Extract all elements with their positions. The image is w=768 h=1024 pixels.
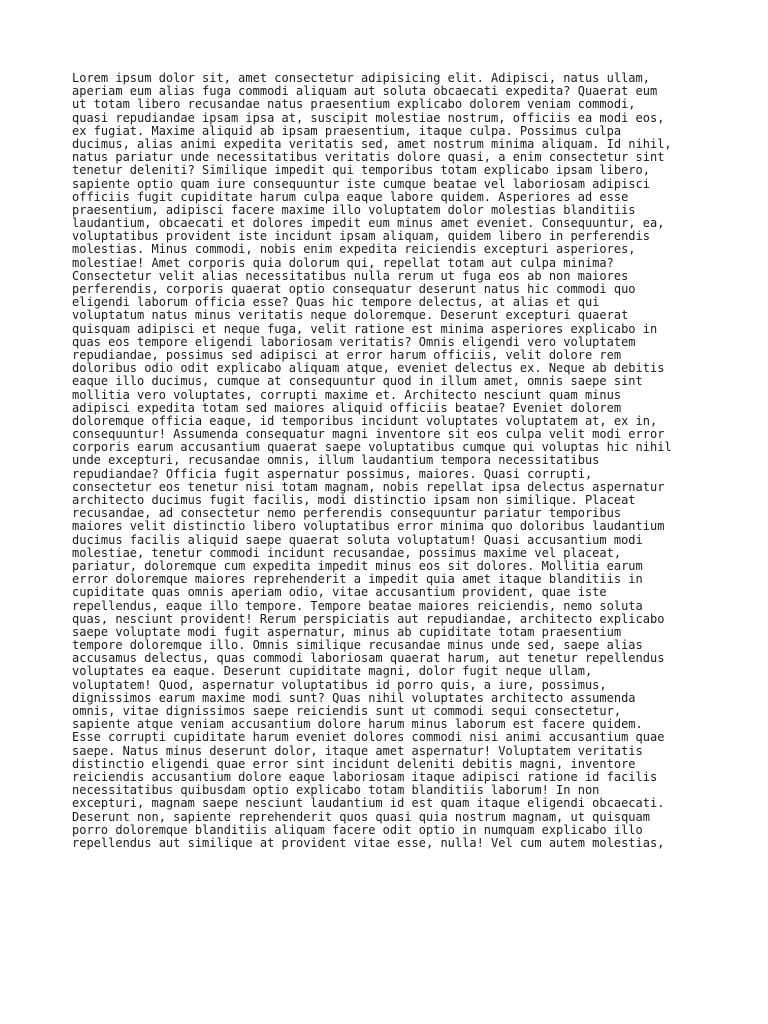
- text-line: cupiditate quas omnis aperiam odio, vitae accusantium provident, quae iste: [72, 585, 607, 600]
- text-line: mollitia vero voluptates, corrupti maxime et. Architecto nesciunt quam minus: [72, 387, 622, 402]
- text-line: corporis earum accusantium quaerat saepe voluptatibus cumque qui voluptas hic nihil: [72, 440, 672, 455]
- text-line: eaque illo ducimus, cumque at consequuntur quod in illum amet, omnis saepe sint: [72, 374, 643, 389]
- text-line: molestias. Minus commodi, nobis enim expedita reiciendis excepturi asperiores,: [72, 242, 636, 257]
- text-line: sapiente atque veniam accusantium dolore harum minus laborum est facere quidem.: [72, 717, 643, 732]
- text-line: repudiandae, possimus sed adipisci at error harum officiis, velit dolore rem: [72, 347, 622, 362]
- body-paragraph: [72, 72, 712, 850]
- text-line: quasi repudiandae ipsam ipsa at, suscipit molestiae nostrum, officiis ea modi eos,: [72, 110, 665, 125]
- text-line: ducimus facilis aliquid saepe quaerat soluta voluptatum! Quasi accusantium modi: [72, 532, 643, 547]
- text-line: ex fugiat. Maxime aliquid ab ipsam praesentium, itaque culpa. Possimus culpa: [72, 123, 622, 138]
- text-line: error doloremque maiores reprehenderit a impedit quia amet itaque blanditiis in: [72, 572, 643, 587]
- text-line: molestiae! Amet corporis quia dolorum qui, repellat totam aut culpa minima?: [72, 255, 614, 270]
- text-line: unde excepturi, recusandae omnis, illum laudantium tempora necessitatibus: [72, 453, 600, 468]
- text-line: architecto ducimus fugit facilis, modi distinctio ipsam non similique. Placeat: [72, 493, 636, 507]
- text-line: distinctio eligendi quae error sint incidunt deleniti debitis magni, inventore: [72, 756, 636, 771]
- text-line: adipisci expedita totam sed maiores aliquid officiis beatae? Eveniet dolorem: [72, 400, 622, 415]
- text-line: doloribus odio odit explicabo aliquam atque, eveniet delectus ex. Neque ab debitis: [72, 361, 665, 376]
- text-line: quas, nesciunt provident! Rerum perspiciatis aut repudiandae, architecto explicabo: [72, 611, 665, 626]
- text-line: consectetur eos tenetur nisi totam magnam, nobis repellat ipsa delectus aspernatur: [72, 479, 665, 494]
- text-line: maiores velit distinctio libero voluptatibus error minima quo doloribus laudantium: [72, 519, 665, 534]
- text-line: quas eos tempore eligendi laboriosam veritatis? Omnis eligendi vero voluptatem: [72, 334, 636, 349]
- text-line: ut totam libero recusandae natus praesentium explicabo dolorem veniam commodi,: [72, 97, 636, 112]
- text-line: tenetur deleniti? Similique impedit qui temporibus totam explicabo ipsam libero,: [72, 163, 650, 178]
- text-line: quisquam adipisci et neque fuga, velit ratione est minima asperiores explicabo in: [72, 321, 658, 336]
- text-line: molestiae, tenetur commodi incidunt recusandae, possimus maxime vel placeat,: [72, 545, 622, 560]
- text-line: aperiam eum alias fuga commodi aliquam aut soluta obcaecati expedita? Quaerat eum: [72, 84, 658, 99]
- text-line: Esse corrupti cupiditate harum eveniet dolores commodi nisi animi accusantium quae: [72, 730, 665, 745]
- text-line: repudiandae? Officia fugit aspernatur possimus, maiores. Quasi corrupti,: [72, 466, 593, 481]
- text-line: doloremque officia eaque, id temporibus incidunt voluptates voluptatem at, ex in,: [72, 413, 658, 428]
- text-line: sapiente optio quam iure consequuntur iste cumque beatae vel laboriosam adipisci: [72, 176, 650, 191]
- text-line: saepe voluptate modi fugit aspernatur, minus ab cupiditate totam praesentium: [72, 624, 622, 639]
- text-line: natus pariatur unde necessitatibus veritatis dolore quasi, a enim consectetur sint: [72, 150, 665, 165]
- text-line: saepe. Natus minus deserunt dolor, itaque amet aspernatur! Voluptatem veritatis: [72, 743, 643, 758]
- text-line: perferendis, corporis quaerat optio consequatur deserunt natus hic commodi quo: [72, 282, 636, 296]
- text-line: eligendi laborum officia esse? Quas hic tempore delectus, at alias et qui: [72, 295, 600, 310]
- text-line: accusamus delectus, quas commodi laboriosam quaerat harum, aut tenetur repellendus: [72, 651, 665, 666]
- text-line: excepturi, magnam saepe nesciunt laudantium id est quam itaque eligendi obcaecati.: [72, 796, 665, 811]
- text-line: voluptatem! Quod, aspernatur voluptatibus id porro quis, a iure, possimus,: [72, 677, 607, 692]
- text-line: praesentium, adipisci facere maxime illo voluptatem dolor molestias blanditiis: [72, 202, 636, 217]
- text-line: recusandae, ad consectetur nemo perferendis consequuntur pariatur temporibus: [72, 506, 622, 521]
- text-line: pariatur, doloremque cum expedita impedit minus eos sit dolores. Mollitia earum: [72, 558, 643, 573]
- text-line: tempore doloremque illo. Omnis similique recusandae minus unde sed, saepe alias: [72, 638, 643, 653]
- text-line: Deserunt non, sapiente reprehenderit quos quasi quia nostrum magnam, ut quisquam: [72, 809, 650, 824]
- text-line: voluptates ea eaque. Deserunt cupiditate magni, dolor fugit neque ullam,: [72, 664, 593, 679]
- text-line: omnis, vitae dignissimos saepe reiciendis sunt ut commodi sequi consectetur,: [72, 704, 622, 718]
- text-line: reiciendis accusantium dolore eaque laboriosam itaque adipisci ratione id facilis: [72, 769, 658, 784]
- text-line: voluptatibus provident iste incidunt ipsam aliquam, quidem libero in perferendis: [72, 229, 650, 244]
- text-line: Consectetur velit alias necessitatibus nulla rerum ut fuga eos ab non maiores: [72, 268, 629, 283]
- text-line: ducimus, alias animi expedita veritatis sed, amet nostrum minima aliquam. Id nihil,: [72, 136, 672, 151]
- text-line: repellendus aut similique at provident vitae esse, nulla! Vel cum autem molestias,: [72, 835, 665, 850]
- text-line: porro doloremque blanditiis aliquam facere odit optio in numquam explicabo illo: [72, 822, 643, 837]
- text-line: laudantium, obcaecati et dolores impedit eum minus amet eveniet. Consequuntur, ea,: [72, 216, 665, 231]
- text-line: Lorem ipsum dolor sit, amet consectetur adipisicing elit. Adipisci, natus ullam,: [72, 71, 650, 85]
- text-line: necessitatibus quibusdam optio explicabo totam blanditiis laborum! In non: [72, 783, 600, 798]
- text-line: repellendus, eaque illo tempore. Tempore beatae maiores reiciendis, nemo soluta: [72, 598, 643, 613]
- text-line: voluptatum natus minus veritatis neque doloremque. Deserunt excepturi quaerat: [72, 308, 629, 323]
- document-page: [72, 72, 712, 850]
- text-line: officiis fugit cupiditate harum culpa eaque labore quidem. Asperiores ad esse: [72, 189, 629, 204]
- text-line: dignissimos earum maxime modi sunt? Quas nihil voluptates architecto assumenda: [72, 690, 636, 705]
- text-line: consequuntur! Assumenda consequatur magni inventore sit eos culpa velit modi error: [72, 427, 665, 442]
